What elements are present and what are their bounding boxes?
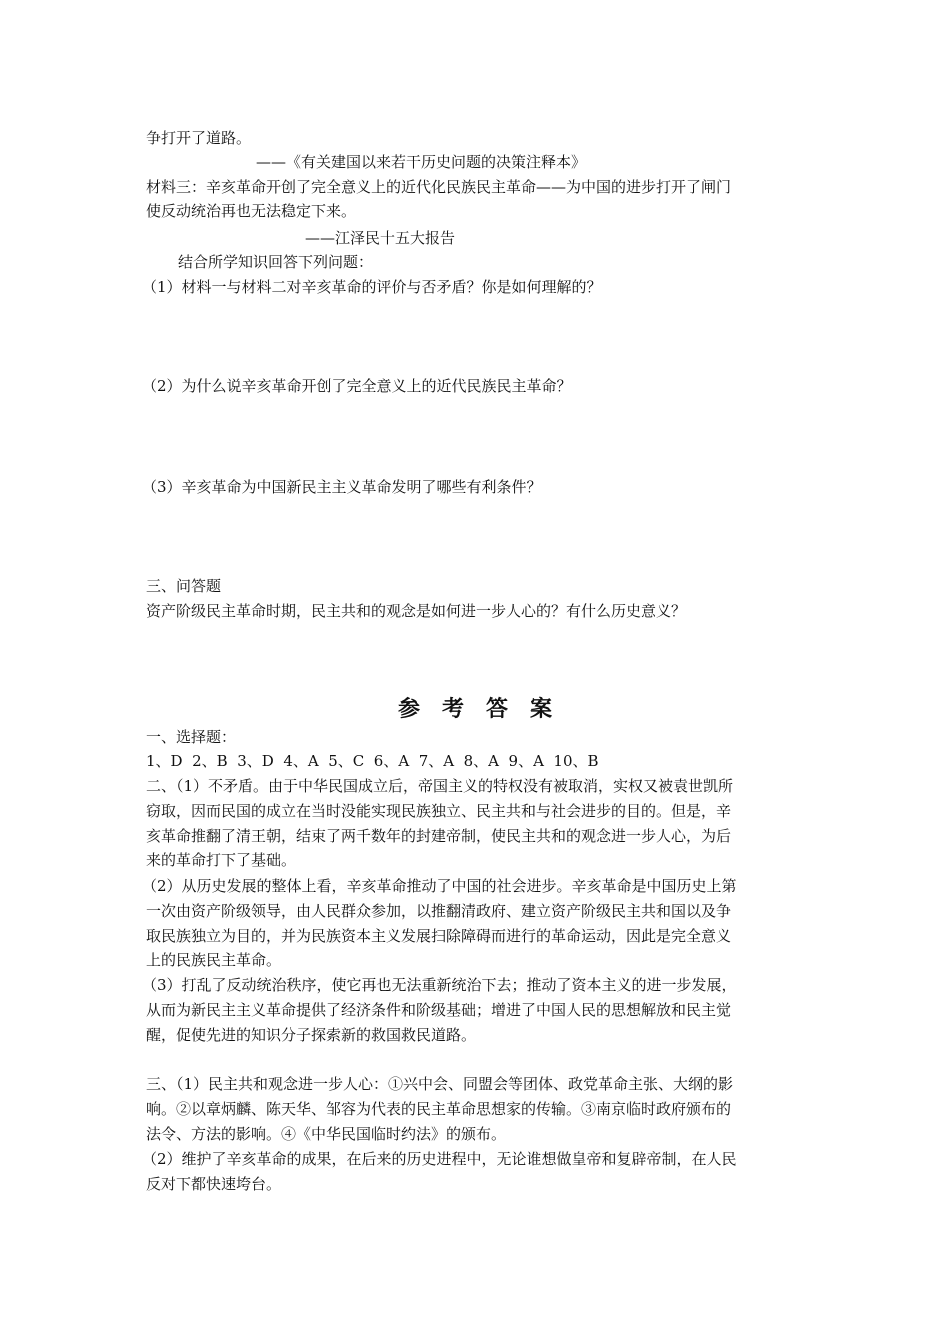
essay-question: 资产阶级民主革命时期，民主共和的观念是如何进一步人心的？有什么历史意义？: [146, 602, 687, 620]
answer-line: 窃取，因而民国的成立在当时没能实现民族独立、民主共和与社会进步的目的。但是，辛: [146, 802, 732, 820]
section-heading: 三、问答题: [146, 577, 222, 595]
answer-line: 二、（1）不矛盾。由于中华民国成立后，帝国主义的特权没有被取消，实权又被袁世凯所: [146, 777, 734, 795]
answer-line: 取民族独立为目的，并为民族资本主义发展扫除障碍而进行的革命运动，因此是完全意义: [146, 927, 732, 945]
text-line: 材料三：辛亥革命开创了完全意义上的近代化民族民主革命——为中国的进步打开了闸门: [146, 178, 732, 196]
answer-line: 三、（1）民主共和观念进一步人心：①兴中会、同盟会等团体、政党革命主张、大纲的影: [146, 1075, 734, 1093]
answer-line: 醒，促使先进的知识分子探索新的救国救民道路。: [146, 1026, 477, 1044]
answer-line: 上的民族民主革命。: [146, 951, 282, 969]
answer-line: 法令、方法的影响。④《中华民国临时约法》的颁布。: [146, 1125, 507, 1143]
answer-line: 一次由资产阶级领导，由人民群众参加，以推翻清政府、建立资产阶级民主共和国以及争: [146, 902, 732, 920]
text-line: 争打开了道路。: [146, 129, 252, 147]
answer-line: 响。②以章炳麟、陈天华、邹容为代表的民主革命思想家的传输。③南京临时政府颁布的: [146, 1100, 732, 1118]
answer-line: 从而为新民主主义革命提供了经济条件和阶级基础；增进了中国人民的思想解放和民主觉: [146, 1001, 732, 1019]
answer-line: 亥革命推翻了清王朝，结束了两千数年的封建帝制，使民主共和的观念进一步人心，为后: [146, 827, 732, 845]
citation: ——江泽民十五大报告: [305, 229, 456, 247]
mc-answers: 1、D 2、B 3、D 4、A 5、C 6、A 7、A 8、A 9、A 10、B: [146, 752, 599, 770]
citation: ——《有关建国以来若干历史问题的决策注释本》: [256, 153, 587, 171]
answer-line: （2）从历史发展的整体上看，辛亥革命推动了中国的社会进步。辛亥革命是中国历史上第: [142, 877, 737, 895]
answer-line: （2）维护了辛亥革命的成果，在后来的历史进程中，无论谁想做皇帝和复辟帝制，在人民: [142, 1150, 737, 1168]
question-1: （1）材料一与材料二对辛亥革命的评价与否矛盾？你是如何理解的？: [142, 278, 602, 296]
answer-line: 反对下都快速垮台。: [146, 1175, 282, 1193]
text-line: 使反动统治再也无法稳定下来。: [146, 202, 357, 220]
question-3: （3）辛亥革命为中国新民主主义革命发明了哪些有利条件？: [142, 478, 542, 496]
answers-title: 参考答案: [397, 697, 574, 722]
section-heading: 一、选择题：: [146, 728, 237, 746]
question-2: （2）为什么说辛亥革命开创了完全意义上的近代民族民主革命？: [142, 377, 572, 395]
instruction: 结合所学知识回答下列问题：: [178, 253, 374, 271]
answer-line: （3）打乱了反动统治秩序，使它再也无法重新统治下去；推动了资本主义的进一步发展，: [142, 976, 737, 994]
answer-line: 来的革命打下了基础。: [146, 851, 297, 869]
